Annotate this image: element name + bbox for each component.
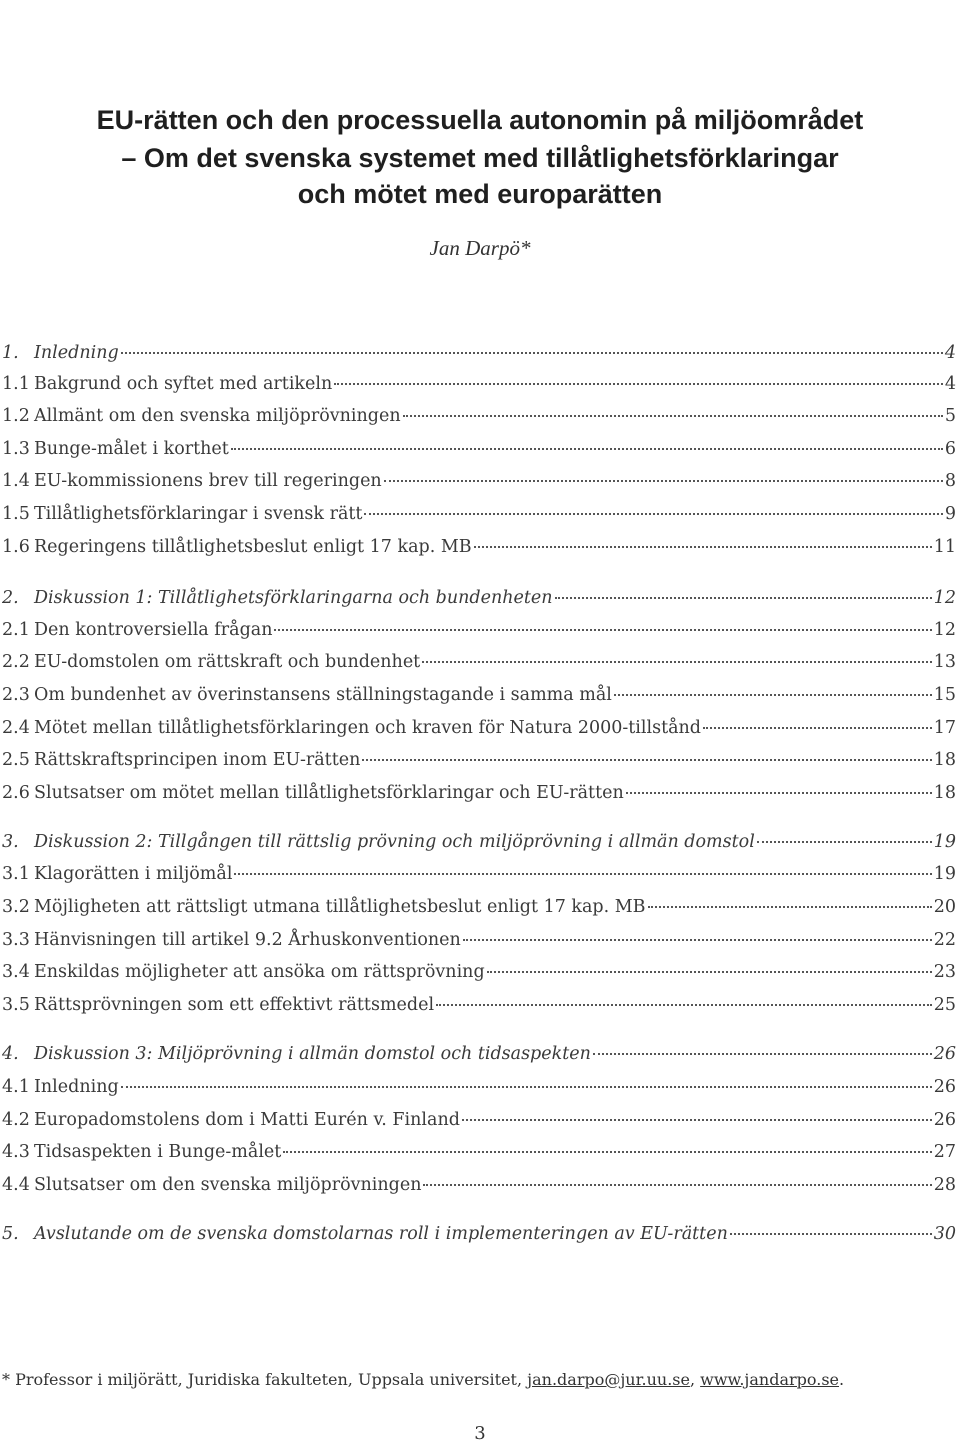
toc-entry[interactable] bbox=[2, 783, 956, 809]
toc-entry[interactable] bbox=[2, 652, 956, 678]
toc-entry-label: Diskussion 3: Miljöprövning i allmän domstol och tidsaspekten bbox=[34, 1044, 591, 1064]
toc-dot-leader bbox=[462, 1119, 932, 1121]
toc-entry-page: 9 bbox=[944, 504, 956, 524]
toc-entry-label: Tillåtlighetsförklaringar i svensk rätt bbox=[34, 504, 363, 524]
toc-entry-number: 2.5 bbox=[2, 750, 30, 770]
toc-entry-page: 4 bbox=[944, 374, 956, 394]
toc-entry-number: 4.2 bbox=[2, 1110, 30, 1130]
toc-dot-leader bbox=[648, 906, 932, 908]
toc-entry-page: 6 bbox=[944, 439, 956, 459]
footnote-text: * Professor i miljörätt, Juridiska fakulteten, Uppsala universitet, bbox=[2, 1370, 528, 1389]
toc-dot-leader bbox=[121, 352, 943, 354]
toc-entry[interactable] bbox=[2, 930, 956, 956]
toc-entry-number: 1.3 bbox=[2, 439, 30, 459]
toc-entry-number: 1.2 bbox=[2, 406, 30, 426]
toc-entry-number: 1.5 bbox=[2, 504, 30, 524]
toc-entry-label: Allmänt om den svenska miljöprövningen bbox=[34, 406, 401, 426]
toc-entry-label: Möjligheten att rättsligt utmana tillåtlighetsbeslut enligt 17 kap. MB bbox=[34, 897, 646, 917]
toc-entry-number: 5. bbox=[2, 1224, 19, 1244]
footnote-email-link[interactable]: jan.darpo@jur.uu.se bbox=[527, 1370, 690, 1389]
toc-entry-number: 3.4 bbox=[2, 962, 30, 982]
toc-dot-leader bbox=[730, 1233, 932, 1235]
toc-entry-page: 25 bbox=[933, 995, 956, 1015]
toc-dot-leader bbox=[614, 694, 932, 696]
toc-entry-label: Diskussion 1: Tillåtlighetsförklaringarna och bundenheten bbox=[34, 588, 553, 608]
toc-entry-page: 17 bbox=[933, 718, 956, 738]
toc-dot-leader bbox=[555, 597, 932, 599]
toc-entry-page: 5 bbox=[944, 406, 956, 426]
toc-entry-number: 3.1 bbox=[2, 864, 30, 884]
toc-dot-leader bbox=[422, 661, 932, 663]
toc-entry[interactable] bbox=[2, 343, 956, 369]
toc-entry[interactable] bbox=[2, 1044, 956, 1070]
toc-entry-label: Avslutande om de svenska domstolarnas roll i implementeringen av EU-rätten bbox=[34, 1224, 728, 1244]
toc-entry-label: Mötet mellan tillåtlighetsförklaringen och kraven för Natura 2000-tillstånd bbox=[34, 718, 702, 738]
toc-dot-leader bbox=[423, 1184, 931, 1186]
toc-entry-page: 18 bbox=[933, 750, 956, 770]
toc-entry-number: 3.2 bbox=[2, 897, 30, 917]
toc-entry-label: Diskussion 2: Tillgången till rättslig prövning och miljöprövning i allmän domstol bbox=[34, 832, 755, 852]
toc-entry-label: Hänvisningen till artikel 9.2 Århuskonventionen bbox=[34, 930, 461, 950]
toc-entry-page: 20 bbox=[933, 897, 956, 917]
toc-dot-leader bbox=[274, 629, 931, 631]
toc-entry-number: 2.1 bbox=[2, 620, 30, 640]
toc-entry-number: 1.1 bbox=[2, 374, 30, 394]
toc-dot-leader bbox=[231, 448, 943, 450]
toc-dot-leader bbox=[384, 480, 943, 482]
toc-dot-leader bbox=[757, 841, 932, 843]
toc-entry-number: 4.3 bbox=[2, 1142, 30, 1162]
toc-entry-number: 2.4 bbox=[2, 718, 30, 738]
title-line-3: och mötet med europarätten bbox=[297, 179, 663, 209]
toc-dot-leader bbox=[703, 727, 932, 729]
toc-entry[interactable] bbox=[2, 588, 956, 614]
toc-entry-number: 3. bbox=[2, 832, 19, 852]
author-name: Jan Darpö* bbox=[429, 236, 531, 260]
toc-entry-page: 15 bbox=[933, 685, 956, 705]
toc-dot-leader bbox=[593, 1053, 932, 1055]
toc-entry-page: 18 bbox=[933, 783, 956, 803]
toc-entry-label: EU-kommissionens brev till regeringen bbox=[34, 471, 382, 491]
toc-entry-page: 30 bbox=[933, 1224, 956, 1244]
toc-entry-number: 1. bbox=[2, 343, 19, 363]
toc-entry-page: 26 bbox=[933, 1044, 956, 1064]
footnote-separator: , bbox=[689, 1370, 701, 1389]
toc-entry[interactable] bbox=[2, 897, 956, 923]
toc-entry-number: 1.4 bbox=[2, 471, 30, 491]
toc-entry[interactable] bbox=[2, 439, 956, 465]
toc-entry[interactable] bbox=[2, 1142, 956, 1168]
toc-entry-label: Bunge-målet i korthet bbox=[34, 439, 229, 459]
toc-entry-label: Rättsprövningen som ett effektivt rättsmedel bbox=[34, 995, 435, 1015]
toc-entry-number: 2.3 bbox=[2, 685, 30, 705]
toc-entry-number: 2.6 bbox=[2, 783, 30, 803]
toc-entry-label: Om bundenhet av överinstansens ställningstagande i samma mål bbox=[34, 685, 612, 705]
toc-entry[interactable] bbox=[2, 537, 956, 563]
toc-entry-number: 1.6 bbox=[2, 537, 30, 557]
toc-entry[interactable] bbox=[2, 1110, 956, 1136]
toc-entry-label: Inledning bbox=[34, 343, 119, 363]
toc-entry[interactable] bbox=[2, 864, 956, 890]
toc-entry-label: Slutsatser om den svenska miljöprövningen bbox=[34, 1175, 422, 1195]
toc-entry[interactable] bbox=[2, 504, 956, 530]
toc-entry-page: 19 bbox=[933, 864, 956, 884]
toc-dot-leader bbox=[403, 415, 943, 417]
toc-entry[interactable] bbox=[2, 374, 956, 400]
toc-dot-leader bbox=[436, 1004, 932, 1006]
toc-entry-page: 26 bbox=[933, 1110, 956, 1130]
toc-entry-number: 2.2 bbox=[2, 652, 30, 672]
toc-entry[interactable] bbox=[2, 962, 956, 988]
toc-dot-leader bbox=[283, 1151, 931, 1153]
toc-entry-page: 28 bbox=[933, 1175, 956, 1195]
toc-entry-page: 8 bbox=[944, 471, 956, 491]
title-line-1: EU-rätten och den processuella autonomin på miljöområdet bbox=[96, 105, 864, 135]
page-number: 3 bbox=[474, 1423, 486, 1444]
toc-entry-label: Slutsatser om mötet mellan tillåtlighetsförklaringar och EU-rätten bbox=[34, 783, 624, 803]
toc-entry-page: 26 bbox=[933, 1077, 956, 1097]
toc-entry-label: Rättskraftsprincipen inom EU-rätten bbox=[34, 750, 361, 770]
toc-entry[interactable] bbox=[2, 1175, 956, 1201]
toc-dot-leader bbox=[487, 971, 932, 973]
toc-entry-page: 19 bbox=[933, 832, 956, 852]
toc-dot-leader bbox=[121, 1086, 932, 1088]
footnote bbox=[2, 1370, 942, 1389]
toc-entry-label: Tidsaspekten i Bunge-målet bbox=[34, 1142, 282, 1162]
toc-entry-number: 4.4 bbox=[2, 1175, 30, 1195]
toc-entry[interactable] bbox=[2, 620, 956, 646]
toc-entry[interactable] bbox=[2, 406, 956, 432]
toc-entry[interactable] bbox=[2, 1224, 956, 1250]
footnote-end: . bbox=[839, 1370, 845, 1389]
toc-entry-page: 12 bbox=[933, 620, 956, 640]
toc-entry-page: 12 bbox=[933, 588, 956, 608]
toc-entry[interactable] bbox=[2, 1077, 956, 1103]
toc-entry[interactable] bbox=[2, 995, 956, 1021]
toc-entry-label: Den kontroversiella frågan bbox=[34, 620, 273, 640]
toc-entry-number: 4. bbox=[2, 1044, 19, 1064]
toc-dot-leader bbox=[626, 792, 932, 794]
toc-dot-leader bbox=[474, 546, 932, 548]
toc-dot-leader bbox=[463, 939, 932, 941]
toc-dot-leader bbox=[334, 383, 943, 385]
toc-entry-label: Europadomstolens dom i Matti Eurén v. Finland bbox=[34, 1110, 460, 1130]
toc-entry-page: 23 bbox=[933, 962, 956, 982]
toc-entry-label: Regeringens tillåtlighetsbeslut enligt 17 kap. MB bbox=[34, 537, 472, 557]
toc-dot-leader bbox=[234, 873, 931, 875]
toc-entry[interactable] bbox=[2, 832, 956, 858]
toc-dot-leader bbox=[364, 513, 942, 515]
toc-entry[interactable] bbox=[2, 685, 956, 711]
toc-entry[interactable] bbox=[2, 471, 956, 497]
toc-entry[interactable] bbox=[2, 718, 956, 744]
footnote-website-link[interactable]: www.jandarpo.se bbox=[700, 1370, 839, 1389]
toc-entry-number: 4.1 bbox=[2, 1077, 30, 1097]
toc-entry-page: 27 bbox=[933, 1142, 956, 1162]
toc-entry-label: EU-domstolen om rättskraft och bundenhet bbox=[34, 652, 421, 672]
toc-entry-page: 4 bbox=[944, 343, 956, 363]
toc-entry-page: 13 bbox=[933, 652, 956, 672]
toc-entry[interactable] bbox=[2, 750, 956, 776]
toc-dot-leader bbox=[362, 759, 931, 761]
toc-entry-label: Enskildas möjligheter att ansöka om rättsprövning bbox=[34, 962, 485, 982]
toc-entry-label: Klagorätten i miljömål bbox=[34, 864, 233, 884]
toc-entry-number: 3.3 bbox=[2, 930, 30, 950]
toc-entry-page: 11 bbox=[933, 537, 956, 557]
title-line-2: – Om det svenska systemet med tillåtlighetsförklaringar bbox=[121, 143, 839, 173]
toc-entry-label: Inledning bbox=[34, 1077, 119, 1097]
toc-entry-number: 2. bbox=[2, 588, 19, 608]
toc-entry-label: Bakgrund och syftet med artikeln bbox=[34, 374, 333, 394]
toc-entry-number: 3.5 bbox=[2, 995, 30, 1015]
toc-entry-page: 22 bbox=[933, 930, 956, 950]
